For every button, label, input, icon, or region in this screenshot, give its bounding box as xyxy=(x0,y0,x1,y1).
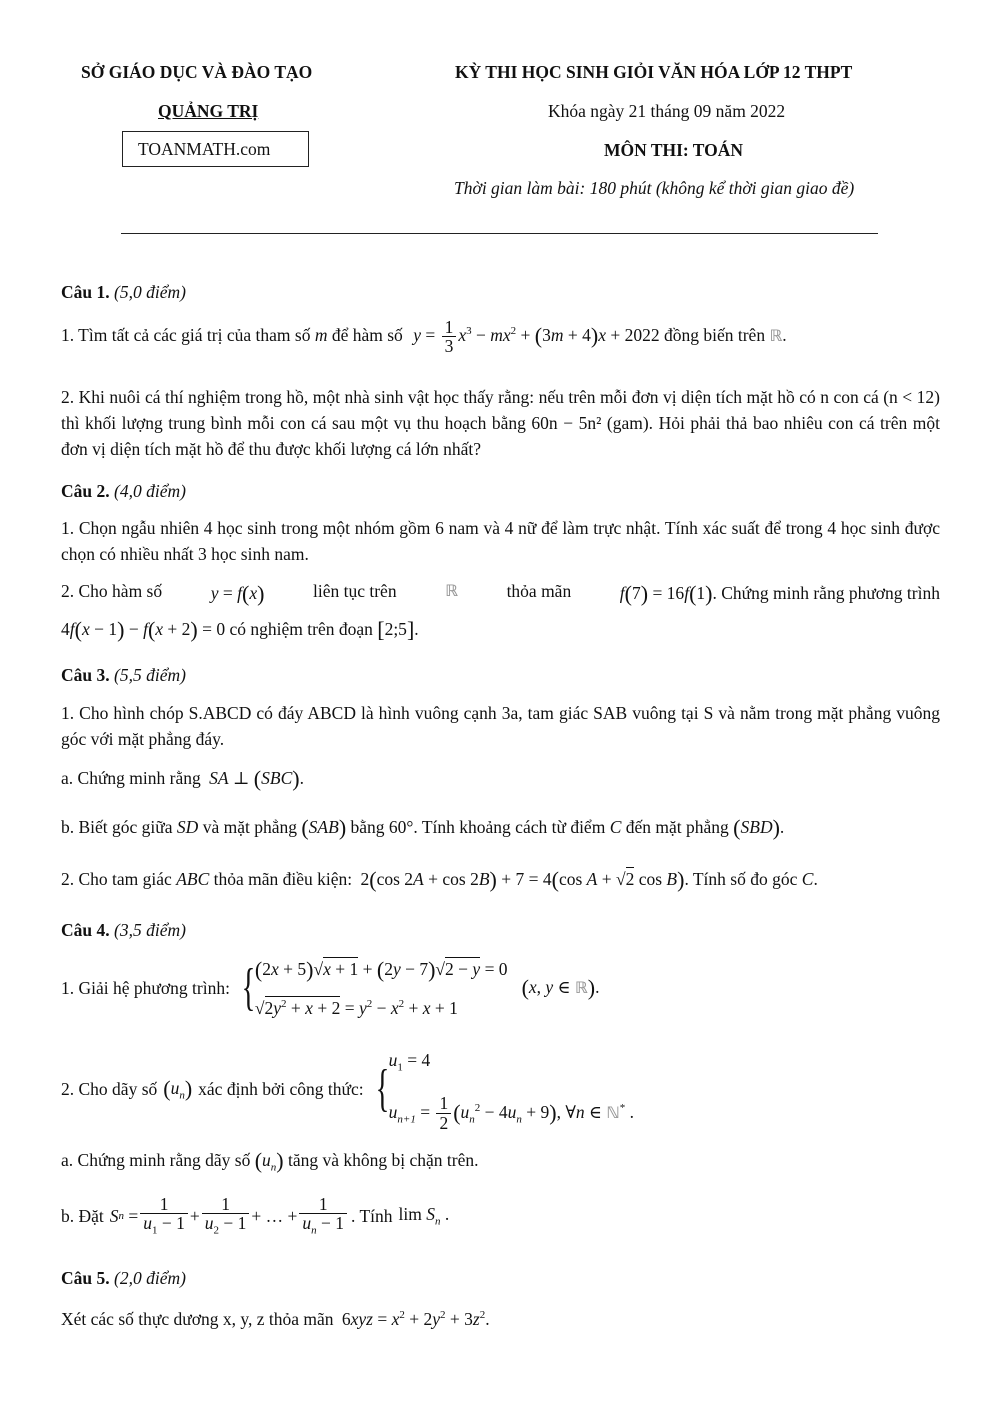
q2-part1: 1. Chọn ngẫu nhiên 4 học sinh trong một nhóm gồm 6 nam và 4 nữ để làm trực nhật. Tính xác suất để trong 4 học sinh được chọn có nhiều nhất 3 học sinh nam. xyxy=(61,518,940,564)
q2-part2-line2: 4f(x − 1) − f(x + 2) = 0 có nghiệm trên đoạn [2;5]. xyxy=(61,617,419,642)
q1-title: Câu 1. xyxy=(61,282,110,302)
q4-part2: 2. Cho dãy số $(u_n)$ xác định bởi công thức: { $u_1 = 4$ $u_{n+1}$ = $\frac{1}{2}$ $(u_n^2 - 4u_n + 9)$, ∀n ∈ ℕ* . xyxy=(61,1040,634,1139)
exam-title: KỲ THI HỌC SINH GIỎI VĂN HÓA LỚP 12 THPT xyxy=(455,62,853,82)
sequence-definition: $u_1 = 4$ $u_{n+1}$ = $\frac{1}{2}$ $(u_n^2 - 4u_n + 9)$, ∀n ∈ ℕ* . xyxy=(388,1050,635,1133)
exam-date: Khóa ngày 21 tháng 09 năm 2022 xyxy=(548,101,786,121)
real-numbers-symbol-2: ℝ xyxy=(445,581,458,600)
q4-heading: Câu 4. (3,5 điểm) xyxy=(61,920,186,940)
q1-points: (5,0 điểm) xyxy=(114,282,186,302)
q3-part1b: b. Biết góc giữa SD và mặt phẳng (SAB) bằng 60°. Tính khoảng cách từ điểm C đến mặt phẳng (SBD). xyxy=(61,815,785,840)
q3-part1a: a. Chứng minh rằng SA ⊥ (SBC). xyxy=(61,766,304,791)
q2-heading: Câu 2. (4,0 điểm) xyxy=(61,481,186,501)
q1-heading xyxy=(61,282,186,303)
q3-heading: Câu 3. (5,5 điểm) xyxy=(61,665,186,685)
real-numbers-symbol: ℝ xyxy=(769,325,783,345)
q3-part2: 2. Cho tam giác ABC thỏa mãn điều kiện: 2(cos 2A + cos 2B) + 7 = 4(cos A + √2 cos B). Tính số đo góc C. xyxy=(61,867,818,892)
q5-heading: Câu 5. (2,0 điểm) xyxy=(61,1268,186,1288)
q5-statement: Xét các số thực dương x, y, z thỏa mãn $6xyz = x^2 + 2y^2 + 3z^2$. xyxy=(61,1309,490,1329)
department-name: SỞ GIÁO DỤC VÀ ĐÀO TẠO xyxy=(81,62,313,82)
header-divider xyxy=(121,233,878,234)
q1-part1: 1. Tìm tất cả các giá trị của tham số m để hàm số y = $\frac{1}{3}$ $x^3 - mx^2 + (3m + 4)x + 2022$ đồng biến trên ℝ. xyxy=(61,317,787,357)
q4-part1: 1. Giải hệ phương trình: { (2x + 5)√x + 1 + (2y − 7)√2 − y = 0 $√2y^2 + x + 2 = y^2 - x^2 + x + 1$ (x, y ∈ ℝ). xyxy=(61,952,599,1025)
q1-part2: 2. Khi nuôi cá thí nghiệm trong hồ, một nhà sinh vật học thấy rằng: nếu trên mỗi đơn vị diện tích mặt hồ có n con cá (n < 12) thì khối lượng trung bình mỗi con cá sau một vụ thu hoạch bằng 60n − 5n² (gam). Hỏi phải thả bao nhiêu con cá trên một đơn vị diện tích mặt hồ để thu được khối lượng cá lớn nhất? xyxy=(61,387,940,459)
province-name: QUẢNG TRỊ xyxy=(158,101,259,121)
q3-part1: 1. Cho hình chóp S.ABCD có đáy ABCD là hình vuông cạnh 3a, tam giác SAB vuông tại S và nằm trong mặt phẳng vuông góc với mặt phẳng đáy. xyxy=(61,703,940,749)
q1-function-formula: y = $\frac{1}{3}$ $x^3 - mx^2 + (3m + 4)x + 2022$ xyxy=(413,317,664,357)
exam-subject: MÔN THI: TOÁN xyxy=(604,140,744,160)
watermark-logo: TOANMATH.com xyxy=(138,139,271,159)
q4-part2b: b. Đặt S n = $\frac{1}{u_1 - 1}$ + $\frac{1}{u_2 - 1}$ + … + $\frac{1}{u_n - 1}$ . Tính $\lim S_n$ . xyxy=(61,1194,450,1237)
q4-part2a: a. Chứng minh rằng dãy số $(u_n)$ tăng và không bị chặn trên. xyxy=(61,1148,479,1174)
equation-system: (2x + 5)√x + 1 + (2y − 7)√2 − y = 0 $√2y^2 + x + 2 = y^2 - x^2 + x + 1$ xyxy=(254,957,508,1018)
exam-duration: Thời gian làm bài: 180 phút (không kể thời gian giao đề) xyxy=(454,178,855,198)
q2-part2-line1: 2. Cho hàm số y = f(x) liên tục trên ℝ thỏa mãn f(7) = 16f(1). Chứng minh rằng phương trình xyxy=(61,581,940,606)
